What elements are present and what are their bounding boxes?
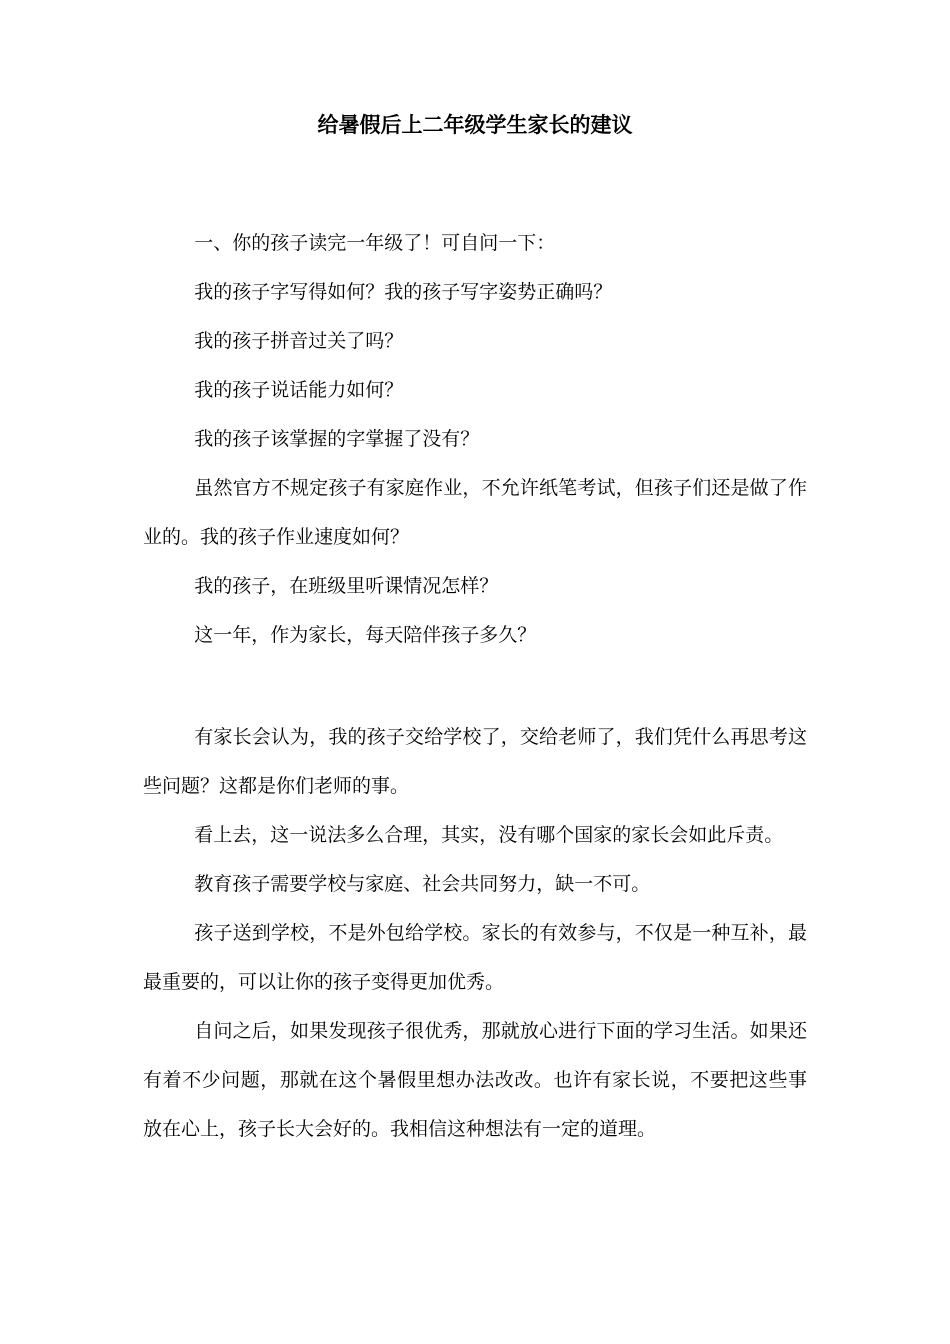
paragraph: 教育孩子需要学校与家庭、社会共同努力，缺一不可。 [194, 873, 651, 895]
paragraph: 我的孩子说话能力如何？ [194, 379, 404, 401]
document-title: 给暑假后上二年级学生家长的建议 [317, 113, 633, 137]
paragraph: 一、你的孩子读完一年级了！可自问一下： [194, 232, 556, 254]
paragraph: 我的孩子拼音过关了吗？ [194, 330, 404, 352]
paragraph: 有家长会认为，我的孩子交给学校了，交给老师了，我们凭什么再思考这些问题？这都是你们老师的事。 [143, 726, 807, 797]
paragraph: 这一年，作为家长，每天陪伴孩子多久？ [194, 624, 537, 646]
paragraph: 孩子送到学校，不是外包给学校。家长的有效参与，不仅是一种互补，最最重要的，可以让你的孩子变得更加优秀。 [143, 922, 807, 993]
paragraph: 我的孩子字写得如何？我的孩子写字姿势正确吗？ [194, 281, 613, 303]
paragraph: 我的孩子该掌握的字掌握了没有？ [194, 428, 480, 450]
section-discussion [143, 713, 807, 1154]
paragraph: 看上去，这一说法多么合理，其实，没有哪个国家的家长会如此斥责。 [194, 824, 784, 846]
paragraph: 自问之后，如果发现孩子很优秀，那就放心进行下面的学习生活。如果还有着不少问题，那就在这个暑假里想办法改改。也许有家长说，不要把这些事放在心上，孩子长大会好的。我相信这种想法有一定的道理。 [143, 1020, 807, 1140]
paragraph: 我的孩子，在班级里听课情况怎样？ [194, 575, 499, 597]
section-questions [143, 219, 807, 660]
paragraph: 虽然官方不规定孩子有家庭作业，不允许纸笔考试，但孩子们还是做了作业的。我的孩子作业速度如何？ [143, 477, 807, 548]
